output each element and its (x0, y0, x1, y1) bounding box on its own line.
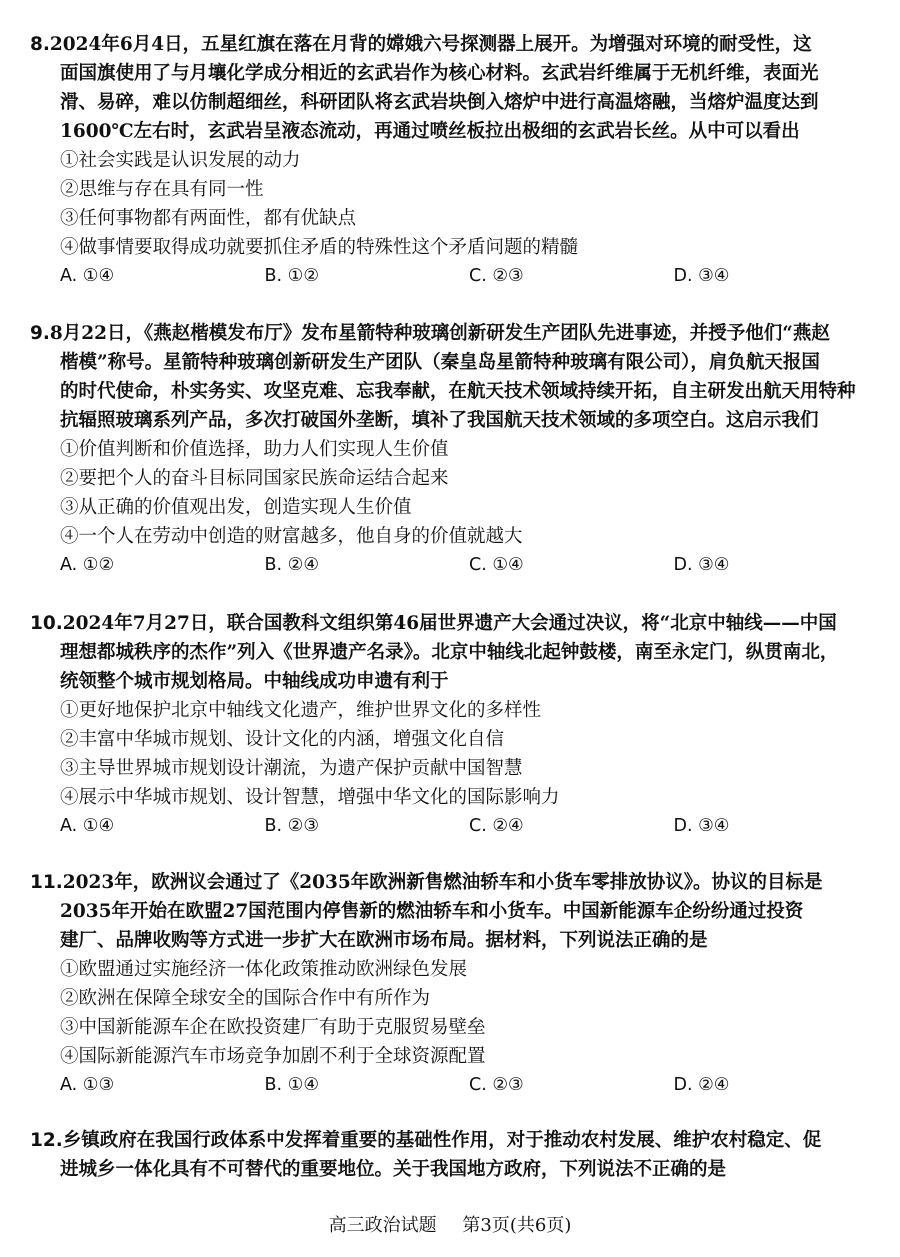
question-10 (30, 609, 878, 841)
stem-line: 进城乡一体化具有不可替代的重要地位。关于我国地方政府，下列说法不正确的是 (60, 1159, 727, 1180)
statement-item: ④做事情要取得成功就要抓住矛盾的特殊性这个矛盾问题的精髓 (60, 237, 579, 258)
question-stem (30, 319, 878, 435)
option-b: B. ②④ (264, 555, 320, 575)
statement-item: ③任何事物都有两面性，都有优缺点 (60, 208, 357, 229)
option-d: D. ③④ (673, 555, 730, 575)
answer-options (30, 551, 878, 580)
option-d: D. ②④ (673, 1075, 730, 1095)
option-c: C. ②③ (469, 1075, 524, 1095)
option-c: C. ②④ (469, 816, 524, 836)
stem-line: 滑、易碎，难以仿制超细丝，科研团队将玄武岩块倒入熔炉中进行高温熔融，当熔炉温度达到 (60, 92, 819, 113)
answer-options (30, 262, 878, 291)
option-a: A. ①④ (60, 816, 115, 836)
question-12 (30, 1126, 878, 1184)
statement-item: ①价值判断和价值选择，助力人们实现人生价值 (60, 439, 449, 460)
stem-line: 2035年开始在欧盟27国范围内停售新的燃油轿车和小货车。中国新能源车企纷纷通过投资 (60, 901, 804, 922)
statement-item: ②要把个人的奋斗目标同国家民族命运结合起来 (60, 468, 449, 489)
answer-options (30, 812, 878, 841)
question-11 (30, 868, 878, 1100)
stem-line: 理想都城秩序的杰作”列入《世界遗产名录》。北京中轴线北起钟鼓楼，南至永定门，纵贯南北， (60, 642, 839, 663)
statement-item: ①社会实践是认识发展的动力 (60, 150, 301, 171)
question-number: 10. (30, 613, 63, 634)
question-stem (30, 868, 878, 955)
statement-item: ④展示中华城市规划、设计智慧，增强中华文化的国际影响力 (60, 787, 560, 808)
question-number: 12. (30, 1130, 63, 1151)
question-number: 11. (30, 872, 63, 893)
page-footer (0, 1211, 900, 1237)
statement-item: ②思维与存在具有同一性 (60, 179, 264, 200)
statement-item: ②丰富中华城市规划、设计文化的内涵，增强文化自信 (60, 729, 505, 750)
option-b: B. ②③ (264, 816, 320, 836)
question-stem (30, 609, 878, 696)
statement-item: ③从正确的价值观出发，创造实现人生价值 (60, 497, 412, 518)
option-b: B. ①④ (264, 1075, 320, 1095)
statement-item: ②欧洲在保障全球安全的国际合作中有所作为 (60, 988, 431, 1009)
answer-options (30, 1071, 878, 1100)
stem-line: 面国旗使用了与月壤化学成分相近的玄武岩作为核心材料。玄武岩纤维属于无机纤维，表面光 (60, 63, 819, 84)
option-a: A. ①③ (60, 1075, 115, 1095)
stem-line: 2024年6月4日，五星红旗在落在月背的嫦娥六号探测器上展开。为增强对环境的耐受性，这 (49, 34, 812, 55)
question-9 (30, 319, 878, 580)
option-b: B. ①② (264, 266, 320, 286)
stem-line: 8月22日，《燕赵楷模发布厅》发布星箭特种玻璃创新研发生产团队先进事迹，并授予他们“燕赵 (49, 323, 830, 344)
question-number: 8. (30, 34, 50, 55)
statement-item: ①欧盟通过实施经济一体化政策推动欧洲绿色发展 (60, 959, 468, 980)
stem-line: 的时代使命，朴实务实、攻坚克难、忘我奉献，在航天技术领域持续开拓，自主研发出航天用特种 (60, 381, 856, 402)
footer-title: 高三政治试题 (328, 1215, 437, 1236)
stem-line: 1600℃左右时，玄武岩呈液态流动，再通过喷丝板拉出极细的玄武岩长丝。从中可以看出 (60, 121, 800, 142)
stem-line: 建厂、品牌收购等方式进一步扩大在欧洲市场布局。据材料，下列说法正确的是 (60, 930, 708, 951)
stem-line: 楷模”称号。星箭特种玻璃创新研发生产团队（秦皇岛星箭特种玻璃有限公司），肩负航天报国 (60, 352, 820, 373)
stem-line: 2023年，欧洲议会通过了《2035年欧洲新售燃油轿车和小货车零排放协议》。协议的目标是 (62, 872, 823, 893)
stem-line: 统领整个城市规划格局。中轴线成功申遗有利于 (60, 671, 449, 692)
question-stem (30, 30, 878, 146)
option-a: A. ①④ (60, 266, 115, 286)
statement-item: ④一个人在劳动中创造的财富越多，他自身的价值就越大 (60, 526, 523, 547)
stem-line: 2024年7月27日，联合国教科文组织第46届世界遗产大会通过决议，将“北京中轴线——中国 (62, 613, 837, 634)
question-8 (30, 30, 878, 291)
statement-item: ④国际新能源汽车市场竞争加剧不利于全球资源配置 (60, 1046, 486, 1067)
question-number: 9. (30, 323, 50, 344)
option-d: D. ③④ (673, 266, 730, 286)
option-d: D. ③④ (673, 816, 730, 836)
option-a: A. ①② (60, 555, 115, 575)
question-stem (30, 1126, 878, 1184)
statement-item: ③主导世界城市规划设计潮流，为遗产保护贡献中国智慧 (60, 758, 523, 779)
stem-line: 乡镇政府在我国行政体系中发挥着重要的基础性作用，对于推动农村发展、维护农村稳定、促 (62, 1130, 822, 1151)
page-number: 第3页(共6页) (462, 1215, 572, 1236)
option-c: C. ①④ (469, 555, 524, 575)
stem-line: 抗辐照玻璃系列产品，多次打破国外垄断，填补了我国航天技术领域的多项空白。这启示我们 (60, 410, 819, 431)
statement-item: ③中国新能源车企在欧投资建厂有助于克服贸易壁垒 (60, 1017, 486, 1038)
statement-item: ①更好地保护北京中轴线文化遗产，维护世界文化的多样性 (60, 700, 542, 721)
option-c: C. ②③ (469, 266, 524, 286)
